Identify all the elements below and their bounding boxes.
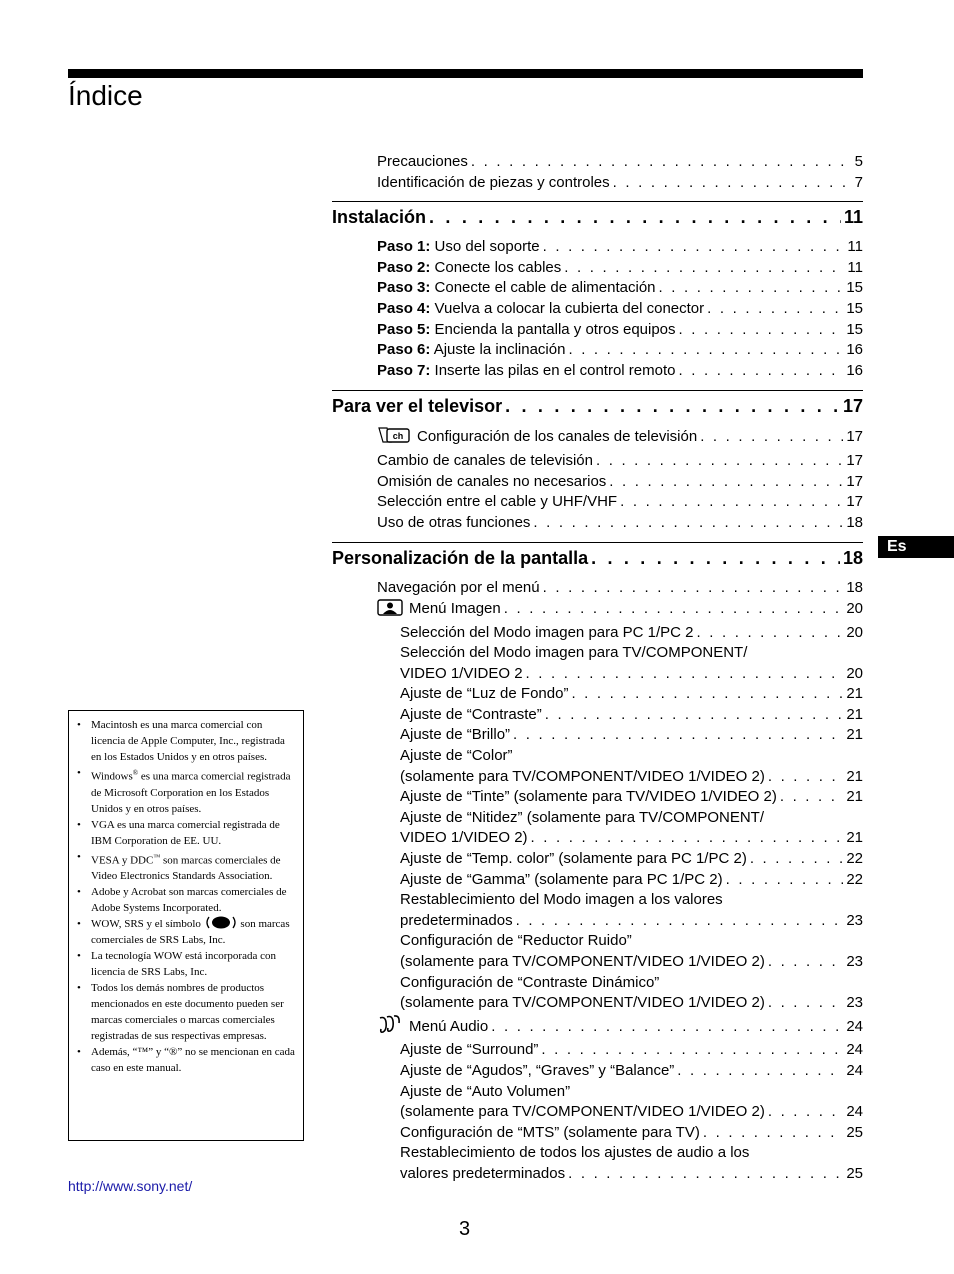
toc-entry[interactable]: Ajuste de “Tinte” (solamente para TV/VIDEO 1/VIDEO 2) . . . 21 (332, 787, 863, 808)
srs-logo-icon (204, 918, 238, 930)
toc-entry[interactable]: Paso 1: Uso del soporte . . . 11 (332, 237, 863, 258)
toc-entry[interactable]: Paso 6: Ajuste la inclinación . . . 16 (332, 340, 863, 361)
step-number: Paso 7: (377, 361, 431, 379)
toc-entry[interactable]: Paso 5: Encienda la pantalla y otros equipos . . . 15 (332, 320, 863, 341)
toc-entry-line[interactable]: Restablecimiento de todos los ajustes de audio a los (400, 1144, 750, 1162)
image-menu-icon (377, 599, 403, 623)
toc-entry-line[interactable]: Configuración de “Reductor Ruido” (400, 932, 632, 950)
trademark-note: • WOW, SRS y el símbolo son marcas comerciales de SRS Labs, Inc. (91, 916, 295, 948)
toc-entry-menu-imagen[interactable]: Menú Imagen . . . 20 (332, 599, 863, 623)
step-number: Paso 4: (377, 299, 431, 317)
toc-entry[interactable]: VIDEO 1/VIDEO 2 . . . 20 (332, 664, 863, 685)
toc-entry[interactable]: valores predeterminados . . . 25 (332, 1164, 863, 1185)
step-number: Paso 3: (377, 279, 431, 297)
toc-entry-line[interactable]: Ajuste de “Auto Volumen” (400, 1082, 571, 1100)
toc-entry[interactable]: Selección entre el cable y UHF/VHF . . . 17 (332, 492, 863, 513)
trademark-note: • Macintosh es una marca comercial con licencia de Apple Computer, Inc., registrada en los Estados Unidos y en otros países. (91, 717, 295, 765)
title-rule (68, 69, 863, 78)
toc-entry[interactable]: Paso 2: Conecte los cables . . . 11 (332, 258, 863, 279)
toc-entry[interactable]: Ajuste de “Luz de Fondo” . . . 21 (332, 684, 863, 705)
toc-entry[interactable]: Paso 7: Inserte las pilas en el control remoto . . . 16 (332, 361, 863, 382)
section-televisor (332, 390, 863, 419)
trademark-notes (68, 710, 304, 1141)
toc-entry[interactable]: Paso 3: Conecte el cable de alimentación . . . 15 (332, 278, 863, 299)
section-instalacion (332, 201, 863, 230)
toc-entry[interactable]: Navegación por el menú . . . 18 (332, 578, 863, 599)
toc-entry[interactable]: Ajuste de “Gamma” (solamente para PC 1/PC 2) . . . 22 (332, 870, 863, 891)
toc-entry[interactable]: Ajuste de “Surround” . . . 24 (332, 1040, 863, 1061)
toc-entry[interactable]: Configuración de “MTS” (solamente para TV) . . . 25 (332, 1123, 863, 1144)
trademark-note: • Además, “™” y “®” no se mencionan en cada caso en este manual. (91, 1044, 295, 1076)
trademark-note: • VGA es una marca comercial registrada de IBM Corporation de EE. UU. (91, 817, 295, 849)
section-heading[interactable]: Para ver el televisor . . . 17 (332, 393, 863, 419)
toc-entry[interactable]: Precauciones . . . 5 (332, 152, 863, 173)
toc-entry-line[interactable]: Selección del Modo imagen para TV/COMPONENT/ (400, 644, 748, 662)
step-number: Paso 2: (377, 258, 431, 276)
sony-website-link[interactable]: http://www.sony.net/ (68, 1178, 193, 1194)
toc-entry[interactable]: Uso de otras funciones . . . 18 (332, 513, 863, 534)
page-number: 3 (459, 1218, 471, 1240)
trademark-note: • La tecnología WOW está incorporada con licencia de SRS Labs, Inc. (91, 948, 295, 980)
language-tab: Es (878, 536, 954, 558)
toc-entry[interactable]: VIDEO 1/VIDEO 2) . . . 21 (332, 828, 863, 849)
section-heading[interactable]: Instalación . . . 11 (332, 204, 863, 230)
toc-entry[interactable]: ch Configuración de los canales de televisión . . . 17 (332, 426, 863, 451)
audio-menu-icon (377, 1014, 403, 1041)
toc-entry[interactable]: Selección del Modo imagen para PC 1/PC 2 . . . 20 (332, 623, 863, 644)
toc-entry[interactable]: predeterminados . . . 23 (332, 911, 863, 932)
toc-entry[interactable]: Ajuste de “Temp. color” (solamente para PC 1/PC 2) . . . 22 (332, 849, 863, 870)
step-number: Paso 1: (377, 238, 431, 256)
toc-entry-line[interactable]: Restablecimiento del Modo imagen a los valores (400, 891, 723, 909)
toc-entry[interactable]: Paso 4: Vuelva a colocar la cubierta del conector . . . 15 (332, 299, 863, 320)
table-of-contents (332, 152, 863, 1185)
toc-entry[interactable]: Ajuste de “Contraste” . . . 21 (332, 705, 863, 726)
section-personalizacion (332, 542, 863, 571)
toc-entry[interactable]: (solamente para TV/COMPONENT/VIDEO 1/VIDEO 2) . . . 24 (332, 1102, 863, 1123)
toc-entry[interactable]: (solamente para TV/COMPONENT/VIDEO 1/VIDEO 2) . . . 23 (332, 952, 863, 973)
trademark-note: • Adobe y Acrobat son marcas comerciales de Adobe Systems Incorporated. (91, 884, 295, 916)
toc-entry[interactable]: Ajuste de “Brillo” . . . 21 (332, 725, 863, 746)
toc-entry[interactable]: Omisión de canales no necesarios . . . 17 (332, 472, 863, 493)
section-heading[interactable]: Personalización de la pantalla . . . 18 (332, 545, 863, 571)
trademark-note: • Todos los demás nombres de productos mencionados en este documento pueden ser marcas comerciales o marcas comerciales registradas de sus respectivas empresas. (91, 980, 295, 1044)
toc-entry-line[interactable]: Configuración de “Contraste Dinámico” (400, 973, 660, 991)
svg-text:ch: ch (392, 431, 404, 442)
toc-entry-line[interactable]: Ajuste de “Color” (400, 747, 513, 765)
page-title: Índice (68, 80, 143, 111)
ch-icon (377, 426, 411, 451)
toc-entry-menu-audio[interactable]: Menú Audio . . . 24 (332, 1014, 863, 1041)
toc-entry[interactable]: Identificación de piezas y controles . . . 7 (332, 173, 863, 194)
toc-entry[interactable]: Cambio de canales de televisión . . . 17 (332, 451, 863, 472)
toc-entry[interactable]: (solamente para TV/COMPONENT/VIDEO 1/VIDEO 2) . . . 21 (332, 767, 863, 788)
step-number: Paso 6: (377, 341, 431, 359)
toc-entry[interactable]: Ajuste de “Agudos”, “Graves” y “Balance” . . . 24 (332, 1061, 863, 1082)
trademark-note: • VESA y DDC™ son marcas comerciales de Video Electronics Standards Association. (91, 849, 295, 885)
toc-entry[interactable]: (solamente para TV/COMPONENT/VIDEO 1/VIDEO 2) . . . 23 (332, 993, 863, 1014)
toc-entry-line[interactable]: Ajuste de “Nitidez” (solamente para TV/COMPONENT/ (400, 808, 765, 826)
trademark-note: • Windows® es una marca comercial registrada de Microsoft Corporation en los Estados Unidos y en otros países. (91, 765, 295, 817)
step-number: Paso 5: (377, 320, 431, 338)
